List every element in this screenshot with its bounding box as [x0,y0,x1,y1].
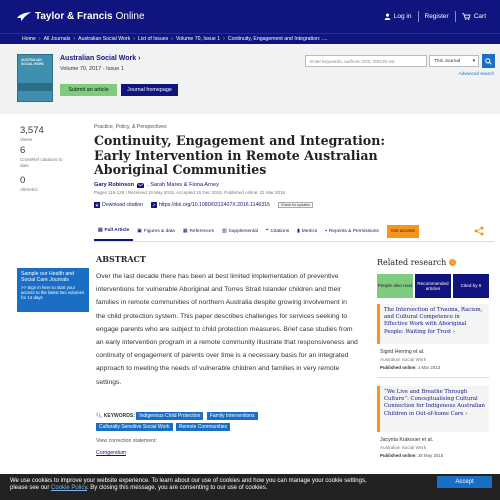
search-input[interactable]: Enter keywords, authors, DOI, ORCID etc [305,55,427,67]
journal-volume[interactable]: Volume 70, 2017 - Issue 1 [60,66,124,72]
chevron-right-icon: › [452,328,455,335]
journal-title[interactable]: Australian Social Work › [60,55,141,62]
tab-cited-by[interactable]: Cited by 6 [453,274,489,298]
tab-supplemental[interactable]: ▥ Supplemental [222,229,258,234]
views-count: 3,574 [20,125,44,136]
breadcrumb-volume[interactable]: Volume 70, Issue 1 [175,36,221,42]
cart-link[interactable] [462,13,486,20]
abstract-text: Over the last decade there has been at best limited implementation of preventive interventions for vulnerable Aboriginal and Torres Strait Islander children and their families in remote communities of northern Australia despite growing involvement in the child protection system. This paper describes challenges for services seeking to engage parents who are subject to child protection measures. Brief case studies from an early intervention program in a remote community illustrate that responsiveness and continuity of engagement of parents over time is a necessary basis for an integrated approach to meeting the needs of vulnerable children and families in very remote settings. [96,273,358,386]
supplemental-icon: ▥ [222,229,227,234]
envelope-icon[interactable] [137,183,144,188]
altmetric-label: Altmetric [20,187,38,192]
tab-metrics[interactable]: ▮ Metrics [297,229,318,234]
doi-label: https://doi.org/10.1080/0312407X.2016.1146315 [158,202,270,208]
author-link[interactable]: Gary Robinson [94,182,135,188]
search-icon [485,58,492,65]
related-journal: Australian Social Work [380,445,427,450]
search-scope-select[interactable] [429,55,479,67]
keyword-pill[interactable]: Family Interventions [207,412,258,420]
cookie-banner [0,474,500,500]
related-author: Sigrid Herring et al. [380,349,425,355]
sample-journals-ad[interactable] [17,268,89,312]
article-title: Continuity, Engagement and Integration: Early Intervention in Remote Australian Aboriginal Communities [94,133,386,177]
check-for-updates-badge[interactable]: Check for updates [278,202,313,208]
references-icon: ▦ [182,229,188,234]
tabs-divider [94,241,494,242]
related-journal: Australian Social Work [380,357,427,362]
article-tabs [94,222,494,241]
ad-signin-text[interactable]: >> Sign in here to start your access to the latest two volumes for 14 days [21,285,85,301]
register-link[interactable]: Register [424,13,449,20]
cookie-text-line1: We use cookies to improve your website experience. To learn about our use of cookies and how you can manage your cookie settings, [10,478,367,484]
coauthors[interactable]: , Sarah Mares & Fiona Arney [147,182,219,188]
keyword-pill[interactable]: Remote Communities [176,423,230,431]
crossref-count: 6 [20,145,26,156]
key-icon: 🔍︎ [96,413,103,419]
login-label: Log in [393,13,412,20]
get-access-button[interactable]: Get access [387,225,419,238]
breadcrumb-home[interactable]: Home [22,36,36,42]
related-article-meta [380,348,440,372]
cover-title: AUSTRALIAN SOCIAL WORK [21,58,44,66]
download-icon [94,202,100,208]
related-author: Jacynta Krakouer et al. [380,437,434,443]
cookie-policy-link[interactable]: Cookie Policy [51,485,87,491]
tab-figures[interactable]: ▣ Figures & data [137,229,175,234]
related-published: Published online: 1 Mar 2013 [380,365,441,370]
quote-icon: ❝ [265,229,269,234]
corrigendum-link[interactable]: Corrigendum [96,450,126,456]
keywords [96,411,366,433]
related-tabs [377,274,489,298]
authors [94,182,219,188]
logo-text-bold: Taylor & Francis [35,10,113,22]
breadcrumb-issues[interactable]: List of Issues [137,36,169,42]
image-icon: ▣ [137,229,142,234]
divider [377,377,489,378]
crossref-label: CrossRef citations to date [20,157,63,168]
article-section: Practice, Policy, & Perspectives [94,124,167,130]
tab-recommended-articles[interactable]: Recommended articles [415,274,451,298]
keywords-label: KEYWORDS: [103,413,135,419]
share-icon[interactable] [474,226,484,236]
bar-chart-icon: ▮ [297,229,300,234]
tab-reprints[interactable]: ▪ Reprints & Permissions [325,229,379,234]
accept-cookies-button[interactable]: Accept [437,476,492,488]
advanced-search-link[interactable]: Advanced search [458,71,494,76]
chevron-down-icon: ▾ [472,58,475,64]
chevron-right-icon: › [171,36,173,42]
site-logo[interactable] [16,10,145,22]
breadcrumb-all-journals[interactable]: All Journals [43,36,71,42]
publication-history: Pages 116-128 | Received 19 May 2015, Accepted 15 Dec 2015, Published online: 21 Mar 2016 [94,190,285,195]
logo-bird-icon [16,10,32,22]
chevron-right-icon: › [133,36,135,42]
divider [418,11,419,22]
tab-people-also-read[interactable]: People also read [377,274,413,298]
chevron-right-icon: › [465,410,468,417]
breadcrumb [0,33,500,44]
user-icon [384,13,391,20]
tab-full-article[interactable]: ▤ Full Article [94,222,133,241]
info-icon[interactable]: i [449,259,456,266]
views-label: Views [20,137,33,142]
login-link[interactable] [384,13,412,20]
ad-headline: Sample our Health and Social Care Journals [21,271,75,283]
submit-article-button[interactable]: Submit an article [60,84,117,96]
logo-text-light: Online [115,10,145,22]
related-published: Published online: 28 May 2018 [380,453,444,458]
tab-citations[interactable]: ❝ Citations [265,229,290,234]
doi-link[interactable] [151,202,270,208]
keyword-pill[interactable]: Indigenous Child Protection [136,412,203,420]
correction-label: View correction statement: [96,438,158,444]
altmetric-count: 0 [20,175,26,186]
breadcrumb-journal[interactable]: Australian Social Work [78,36,131,42]
cookie-text-line2: please see our Cookie Policy. By closing this message, you are consenting to our use of cookies. [10,485,268,491]
top-bar [0,0,500,33]
download-citation-link[interactable] [94,202,143,208]
tab-references[interactable]: ▦ References [182,229,214,234]
chevron-right-icon: › [38,36,41,42]
link-icon [151,202,157,208]
lock-icon: ▪ [325,229,327,234]
related-article-title[interactable]: The Intersection of Trauma, Racism, and Cultural Competence in Effective Work with Aboriginal People: Waiting for Trust › [377,304,489,344]
cover-band [18,83,52,91]
keyword-pill[interactable]: Culturally Sensitive Social Work [96,423,173,431]
chevron-right-icon: › [73,36,76,42]
divider [455,11,456,22]
journal-homepage-button[interactable]: Journal homepage [121,84,178,96]
search-button[interactable] [482,54,495,68]
breadcrumb-article: Continuity, Engagement and Integration: .... [227,36,328,42]
chevron-right-icon: › [223,36,225,42]
related-research-heading: Related research i [377,258,456,267]
journal-cover[interactable] [17,54,53,102]
cart-label: Cart [473,13,486,20]
document-icon: ▤ [98,228,103,233]
download-citation-label: Download citation [102,202,143,208]
related-article-meta [380,436,443,460]
scope-value: This Journal [434,58,461,64]
related-article-title[interactable]: “We Live and Breathe Through Culture”: Conceptualising Cultural Connection for Indigenous Australian Children in Out-of-home Care › [377,386,489,432]
cart-icon [462,13,471,20]
abstract-heading: ABSTRACT [96,254,146,264]
